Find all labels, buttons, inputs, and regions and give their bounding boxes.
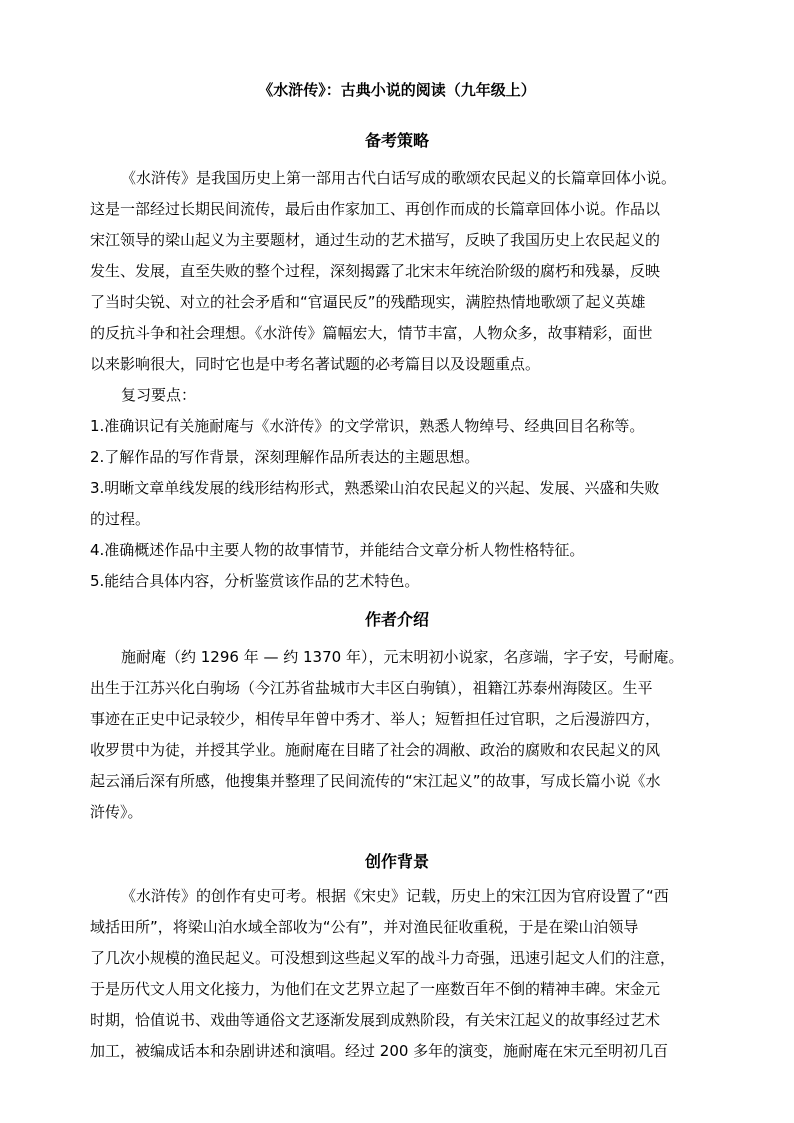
section-heading-author: 作者介绍 bbox=[364, 610, 429, 629]
background-paragraph bbox=[90, 881, 704, 1067]
strategy-intro-paragraph bbox=[90, 163, 704, 380]
text-line: 这是一部经过长期民间流传，最后由作家加工、再创作而成的长篇章回体小说。作品以 bbox=[90, 200, 661, 218]
section-heading-background: 创作背景 bbox=[364, 852, 429, 871]
text-line: 《水浒传》是我国历史上第一部用古代白话写成的歌颂农民起义的长篇章回体小说。 bbox=[121, 169, 677, 187]
text-line: 加工，被编成话本和杂剧讲述和演唱。经过 200 多年的演变，施耐庵在宋元至明初几百 bbox=[90, 1042, 669, 1060]
review-points-block bbox=[90, 380, 704, 597]
review-point: 的过程。 bbox=[90, 510, 151, 528]
text-line: 宋江领导的梁山起义为主要题材，通过生动的艺术描写，反映了我国历史上农民起义的 bbox=[90, 231, 661, 249]
text-line: 时期，恰值说书、戏曲等通俗文艺逐渐发展到成熟阶段，有关宋江起义的故事经过艺术 bbox=[90, 1011, 661, 1029]
text-line: 于是历代文人用文化接力，为他们在文艺界立起了一座数百年不倒的精神丰碑。宋金元 bbox=[90, 980, 661, 998]
review-point: 3.明晰文章单线发展的线形结构形式，熟悉梁山泊农民起义的兴起、发展、兴盛和失败 bbox=[90, 479, 660, 497]
text-line: 域括田所”，将梁山泊水域全部收为“公有”，并对渔民征收重税，于是在梁山泊领导 bbox=[90, 918, 639, 936]
text-line: 出生于江苏兴化白驹场（今江苏省盐城市大丰区白驹镇），祖籍江苏泰州海陵区。生平 bbox=[90, 679, 653, 697]
review-point: 2.了解作品的写作背景，深刻理解作品所表达的主题思想。 bbox=[90, 448, 480, 466]
author-paragraph bbox=[90, 642, 704, 828]
review-label: 复习要点： bbox=[121, 386, 197, 404]
text-line: 浒传》。 bbox=[90, 803, 143, 821]
text-line: 收罗贯中为徒，并授其学业。施耐庵在目睹了社会的凋敝、政治的腐败和农民起义的风 bbox=[90, 741, 661, 759]
text-line: 的反抗斗争和社会理想。《水浒传》篇幅宏大，情节丰富，人物众多，故事精彩，面世 bbox=[90, 324, 653, 342]
text-line: 发生、发展，直至失败的整个过程，深刻揭露了北宋末年统治阶级的腐朽和残暴，反映 bbox=[90, 262, 661, 280]
text-line: 施耐庵（约 1296 年 — 约 1370 年），元末明初小说家，名彦端，字子安，号耐庵。 bbox=[121, 648, 684, 666]
text-line: 了当时尖锐、对立的社会矛盾和“官逼民反”的残酷现实，满腔热情地歌颂了起义英雄 bbox=[90, 293, 646, 311]
review-point: 1.准确识记有关施耐庵与《水浒传》的文学常识，熟悉人物绰号、经典回目名称等。 bbox=[90, 417, 645, 435]
review-point: 5.能结合具体内容，分析鉴赏该作品的艺术特色。 bbox=[90, 572, 420, 590]
text-line: 起云涌后深有所感，他搜集并整理了民间流传的“宋江起义”的故事，写成长篇小说《水 bbox=[90, 772, 661, 790]
review-point: 4.准确概述作品中主要人物的故事情节，并能结合文章分析人物性格特征。 bbox=[90, 541, 585, 559]
text-line: 以来影响很大，同时它也是中考名著试题的必考篇目以及设题重点。 bbox=[90, 355, 541, 373]
section-heading-strategy: 备考策略 bbox=[364, 131, 429, 150]
text-line: 了几次小规模的渔民起义。可没想到这些起义军的战斗力奇强，迅速引起文人们的注意， bbox=[90, 949, 676, 967]
document-title: 《水浒传》：古典小说的阅读（九年级上） bbox=[258, 81, 536, 99]
text-line: 《水浒传》的创作有史可考。根据《宋史》记载，历史上的宋江因为官府设置了“西 bbox=[121, 887, 669, 905]
text-line: 事迹在正史中记录较少，相传早年曾中秀才、举人；短暂担任过官职，之后漫游四方， bbox=[90, 710, 661, 728]
